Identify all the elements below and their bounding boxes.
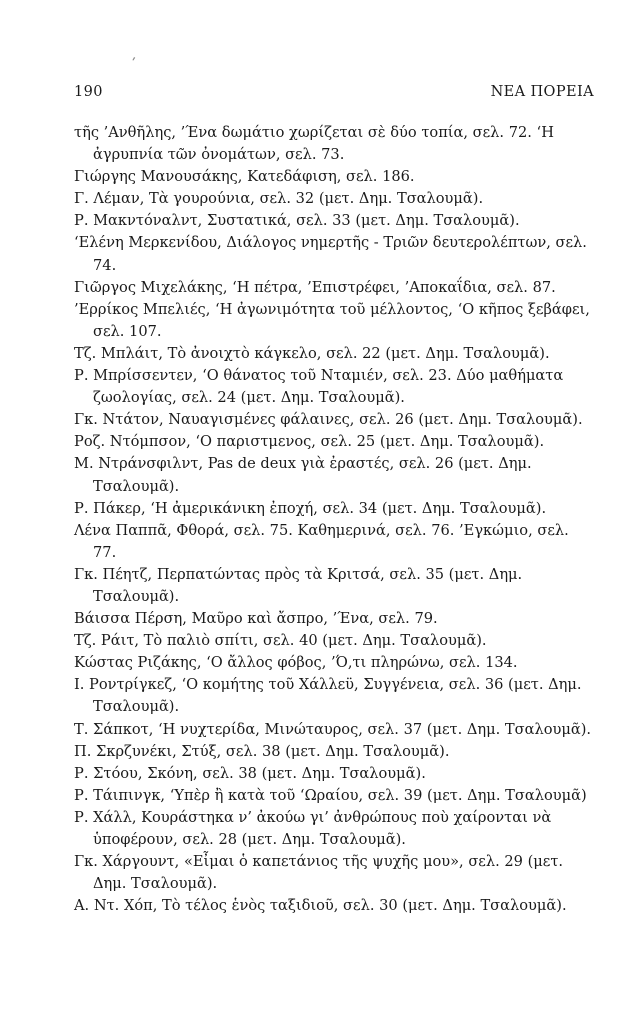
index-entry: Ρ. Μακντόναλντ, Συστατικά, σελ. 33 (μετ. Δημ. Τσαλουμᾶ).: [74, 212, 520, 230]
index-entry: Ρ. Χάλλ, Κουράστηκα ν’ ἀκούω γι’ ἀνθρώπους ποὺ χαίρονται νὰ ὑποφέρουν, σελ. 28 (μετ. Δημ. Τσαλουμᾶ).: [74, 808, 552, 848]
index-entry: Γκ. Ντάτον, Ναυαγισμένες φάλαινες, σελ. 26 (μετ. Δημ. Τσαλουμᾶ).: [74, 411, 583, 429]
index-entry: Ρ. Στόου, Σκόνη, σελ. 38 (μετ. Δημ. Τσαλουμᾶ).: [74, 764, 426, 782]
index-entry: ‘Ελένη Μερκενίδου, Διάλογος νημερτῆς - Τριῶν δευτερολέπτων, σελ. 74.: [74, 234, 587, 274]
index-entry: ’Ερρίκος Μπελιές, ‘Η ἀγωνιμότητα τοῦ μέλλοντος, ‘Ο κῆπος ξεβάφει, σελ. 107.: [74, 300, 590, 340]
index-entry: Ρ. Πάκερ, ‘Η ἀμερικάνικη ἐποχή, σελ. 34 (μετ. Δημ. Τσαλουμᾶ).: [74, 499, 547, 517]
index-entry: Ροζ. Ντόμπσον, ‘Ο παριστμενος, σελ. 25 (μετ. Δημ. Τσαλουμᾶ).: [74, 433, 545, 451]
index-entry: Τζ. Ράιτ, Τὸ παλιὸ σπίτι, σελ. 40 (μετ. Δημ. Τσαλουμᾶ).: [74, 632, 487, 650]
page-header: [74, 84, 594, 106]
ink-speck: ʹ: [127, 55, 137, 73]
running-title: ΝΕΑ ΠΟΡΕΙΑ: [490, 84, 594, 100]
index-entry: τῆς ’Ανθῆλης, ’Ένα δωμάτιο χωρίζεται σὲ δύο τοπία, σελ. 72. ‘Η ἀγρυπνία τῶν ὀνομάτων, σελ. 73.: [74, 124, 554, 164]
index-entry: Π. Σκρζυνέκι, Στύξ, σελ. 38 (μετ. Δημ. Τσαλουμᾶ).: [74, 742, 450, 760]
index-entry: Τζ. Μπλάιτ, Τὸ ἀνοιχτὸ κάγκελο, σελ. 22 (μετ. Δημ. Τσαλουμᾶ).: [74, 344, 550, 362]
index-entry: Κώστας Ριζάκης, ‘Ο ἄλλος φόβος, ’Ό,τι πληρώνω, σελ. 134.: [74, 654, 518, 672]
index-entries: [74, 122, 596, 917]
index-entry: Βάισσα Πέρση, Μαῦρο καὶ ἄσπρο, ’Ένα, σελ. 79.: [74, 610, 438, 628]
index-entry: Ι. Ροντρίγκεζ, ‘Ο κομήτης τοῦ Χάλλεϋ, Συγγένεια, σελ. 36 (μετ. Δημ. Τσαλουμᾶ).: [74, 676, 582, 716]
index-entry: Τ. Σάπκοτ, ‘Η νυχτερίδα, Μινώταυρος, σελ. 37 (μετ. Δημ. Τσαλουμᾶ).: [74, 720, 592, 738]
index-entry: Γκ. Χάργουντ, «Εἶμαι ὁ καπετάνιος τῆς ψυχῆς μου», σελ. 29 (μετ. Δημ. Τσαλουμᾶ).: [74, 853, 564, 893]
index-entry: Α. Ντ. Χόπ, Τὸ τέλος ἑνὸς ταξιδιοῦ, σελ. 30 (μετ. Δημ. Τσαλουμᾶ).: [74, 897, 567, 915]
index-entry: Μ. Ντράνσφιλντ, Pas de deux γιὰ ἐραστές, σελ. 26 (μετ. Δημ. Τσαλουμᾶ).: [74, 455, 532, 495]
index-entry: Ρ. Μπρίσσεντεν, ‘Ο θάνατος τοῦ Νταμιέν, σελ. 23. Δύο μαθήματα ζωολογίας, σελ. 24 (μετ. Δημ. Τσαλουμᾶ).: [74, 367, 564, 407]
index-entry: Ρ. Τάιπινγκ, ‘Υπὲρ ἢ κατὰ τοῦ ‘Ωραίου, σελ. 39 (μετ. Δημ. Τσαλουμᾶ): [74, 786, 587, 804]
index-entry: Λένα Παππᾶ, Φθορά, σελ. 75. Καθημερινά, σελ. 76. ’Εγκώμιο, σελ. 77.: [74, 521, 569, 561]
index-entry: Γ. Λέμαν, Τὰ γουρούνια, σελ. 32 (μετ. Δημ. Τσαλουμᾶ).: [74, 190, 484, 208]
index-entry: Γιῶργος Μιχελάκης, ‘Η πέτρα, ’Επιστρέφει, ’Αποκαΐδια, σελ. 87.: [74, 278, 556, 296]
page-number: 190: [74, 84, 103, 100]
index-entry: Γκ. Πέητζ, Περπατώντας πρὸς τὰ Κριτσά, σελ. 35 (μετ. Δημ. Τσαλουμᾶ).: [74, 565, 523, 605]
index-entry: Γιώργης Μανουσάκης, Κατεδάφιση, σελ. 186.: [74, 168, 415, 186]
